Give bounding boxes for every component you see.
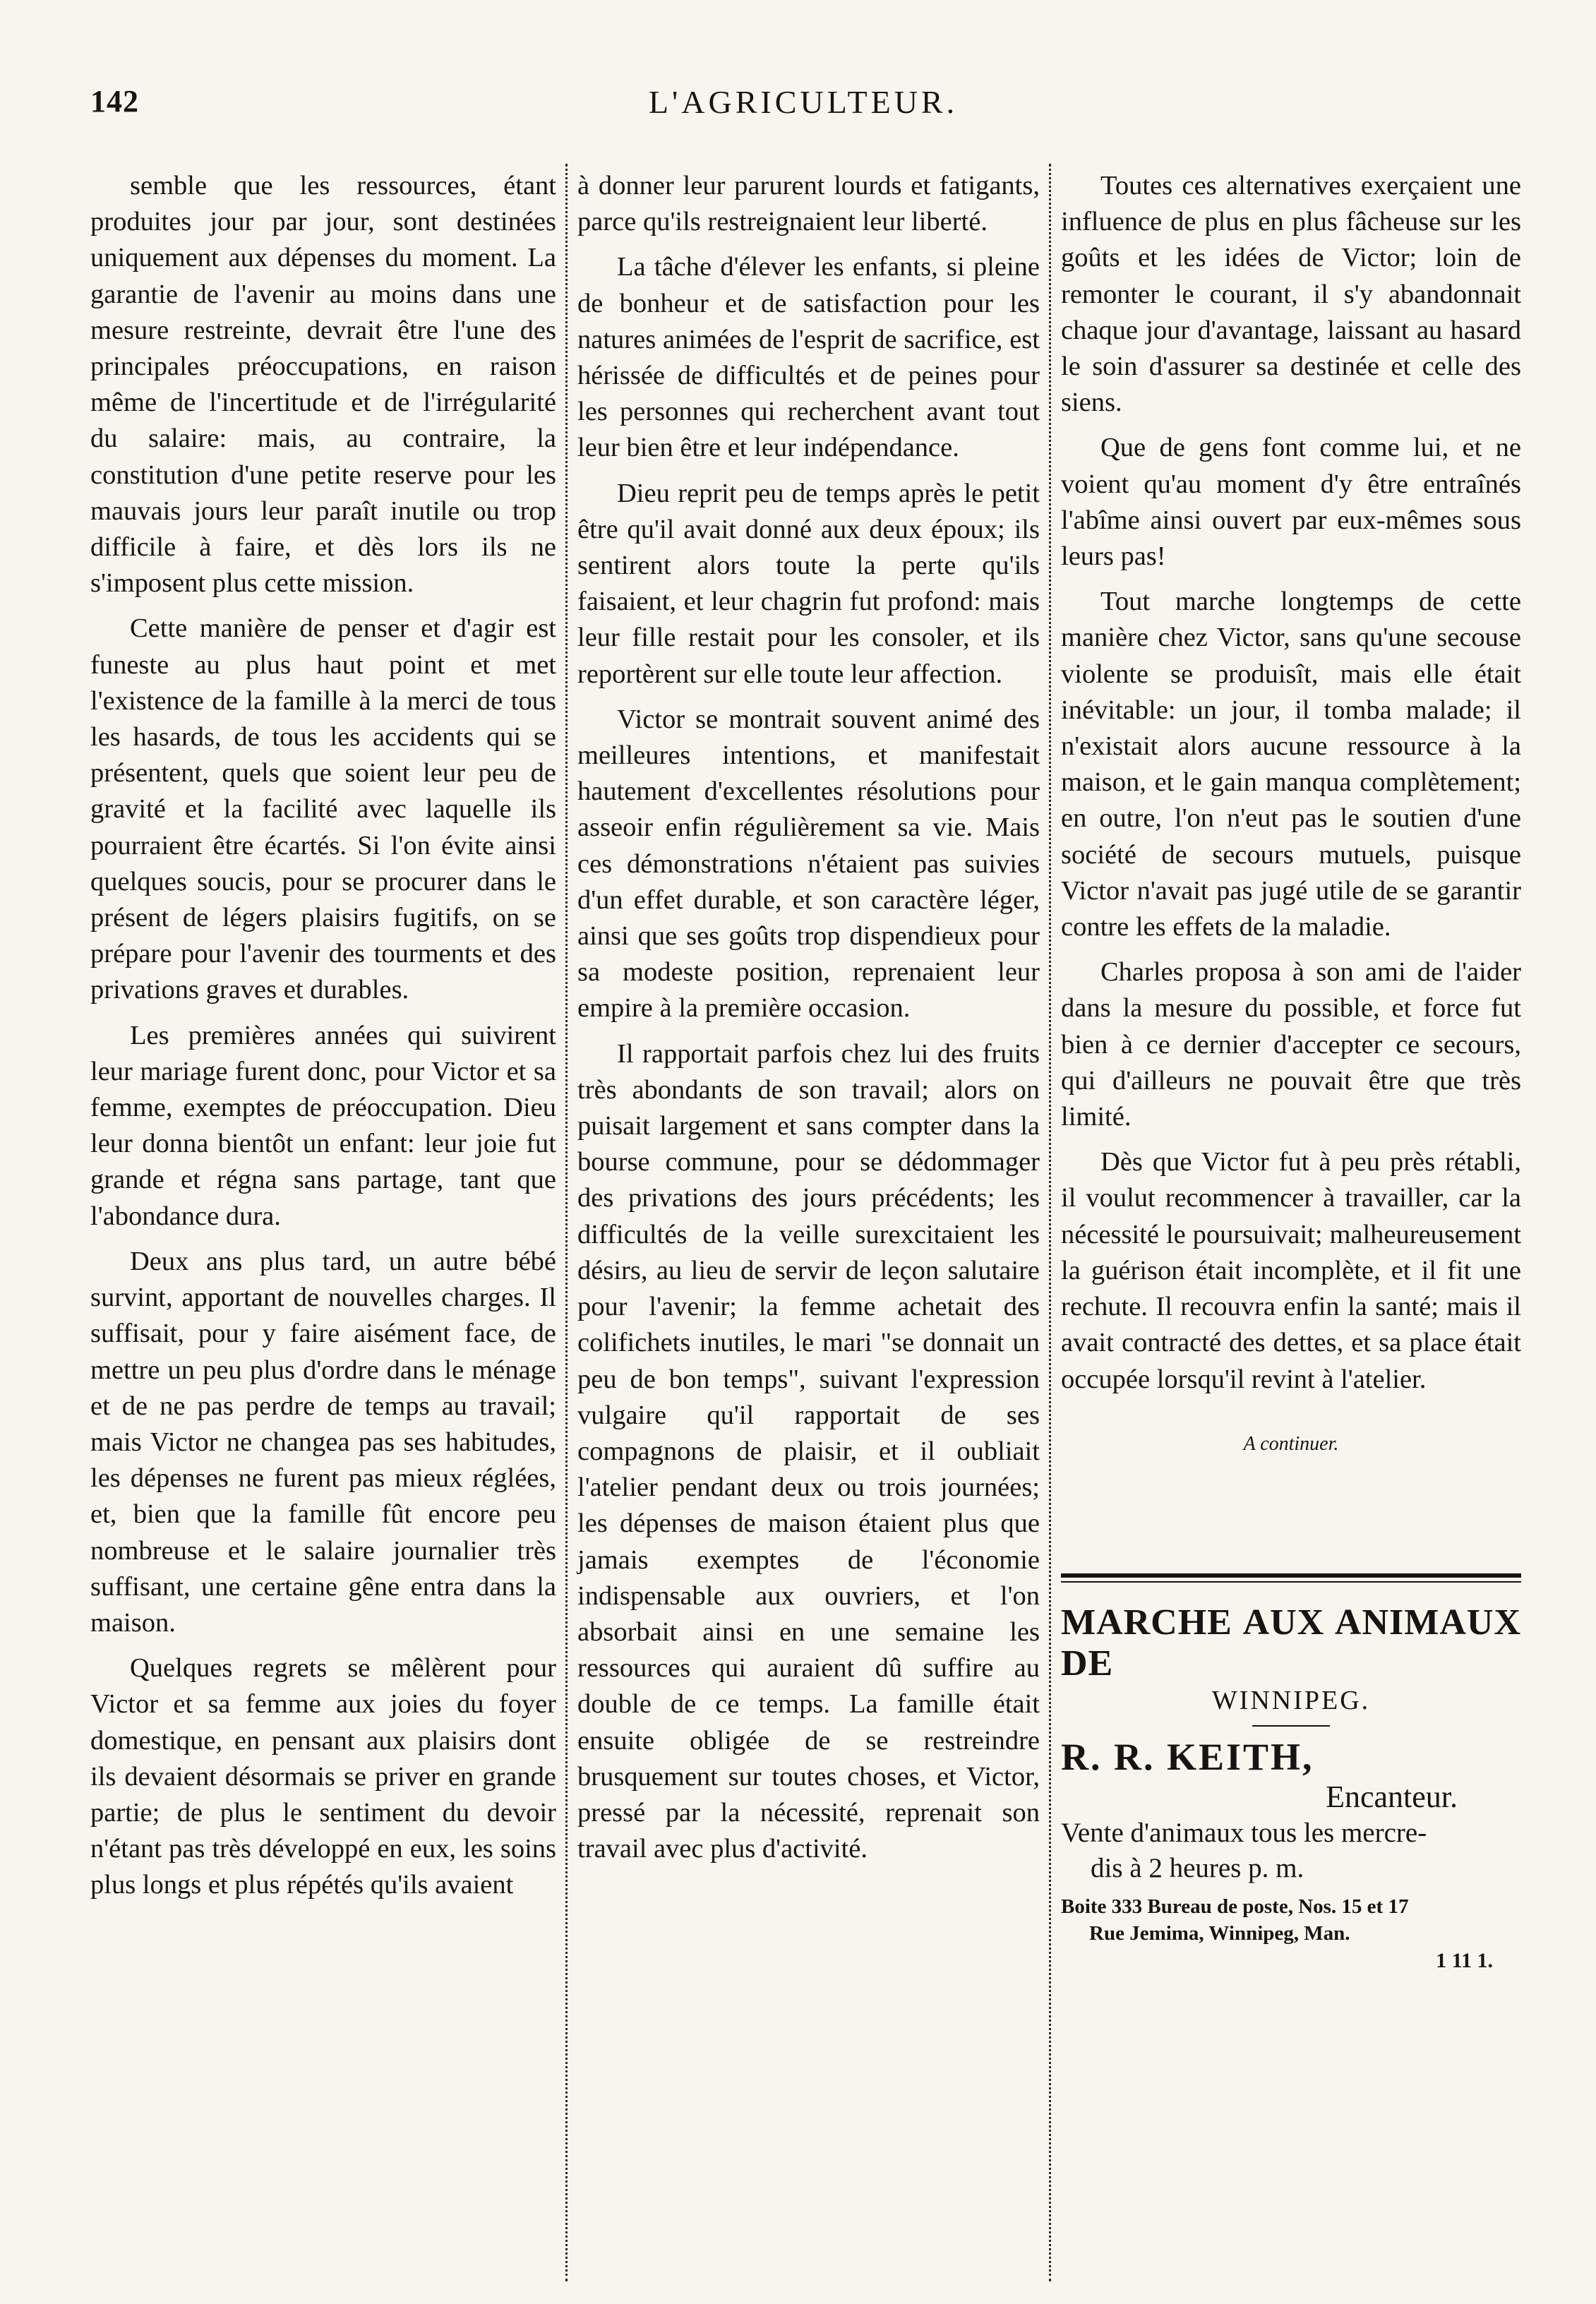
advert-address: Rue Jemima, Winnipeg, Man. [1089,1921,1350,1945]
paragraph: Victor se montrait souvent animé des meilleures intentions, et manifestait hautement d'excellentes résolutions pour asseoir enfin régulièrement sa vie. Mais ces démonstrations n'étaient pas suivies d'un effet durable, et son caractère léger, ainsi que ses goûts trop dispendieux pour sa modeste position, reprenaient leur empire à la première occasion. [577,704,1040,1024]
paragraph: à donner leur parurent lourds et fatigants, parce qu'ils restreignaient leur liberté. [577,171,1040,237]
advert-divider [1252,1725,1330,1727]
page-header [90,83,1516,133]
article-column-1 [90,168,556,1913]
continuation-note: A continuer. [1243,1432,1339,1455]
advert-rule [1061,1573,1521,1583]
column-divider [1049,164,1051,2281]
paragraph: Charles proposa à son ami de l'aider dans la mesure du possible, et force fut bien à ce dernier d'accepter ce secours, qui d'ailleurs ne pouvait être que très limité. [1061,957,1521,1132]
paragraph: Deux ans plus tard, un autre bébé survint, apportant de nouvelles charges. Il suffisait, pour y faire aisément face, de mettre un peu plus d'ordre dans le ménage et de ne pas perdre de temps au travail; mais Victor ne changea pas ses habitudes, les dépenses ne furent pas mieux réglées, et, bien que la famille fût encore peu nombreuse et le salaire journalier très suffisant, une certaine gêne entra dans la maison. [90,1246,556,1638]
advert-line: Vente d'animaux tous les mercre- [1061,1817,1427,1848]
advert-title: MARCHE AUX ANIMAUX DE [1061,1602,1521,1684]
column-divider [565,164,568,2281]
paragraph: Cette manière de penser et d'agir est funeste au plus haut point et met l'existence de la famille à la merci de tous les hasards, de tous les accidents qui se présentent, quels que soient leur peu de gravité et la facilité avec laquelle ils pourraient être écartés. Si l'on évite ainsi quelques soucis, pour se procurer dans le présent de légers plaisirs fugitifs, on se prépare pour l'avenir des tourments et des privations graves et durables. [90,613,556,1005]
paragraph: Toutes ces alternatives exerçaient une influence de plus en plus fâcheuse sur les goûts et les idées de Victor; loin de remonter le courant, il s'y abandonnait chaque jour d'avantage, laissant au hasard le soin d'assurer sa destinée et celle des siens. [1061,171,1521,418]
running-title: L'AGRICULTEUR. [648,84,959,120]
paragraph: La tâche d'élever les enfants, si pleine de bonheur et de satisfaction pour les natures animées de l'esprit de sacrifice, est hérissée de difficultés et de peines pour les personnes qui recherchent avant tout leur bien être et leur indépendance. [577,252,1040,463]
advert-code: 1 11 1. [1436,1948,1493,1972]
article-column-3 [1061,168,1521,1975]
advert-subtitle: WINNIPEG. [1211,1685,1371,1715]
paragraph: Quelques regrets se mêlèrent pour Victor et sa femme aux joies du foyer domestique, en pensant aux plaisirs dont ils devaient désormais se priver en grande partie; de plus le sentiment du devoir n'étant pas très développé en eux, les soins plus longs et plus répétés qu'ils avaient [90,1653,556,1900]
advertisement [1061,1573,1521,1975]
article-column-2 [577,168,1040,1876]
advert-line: dis à 2 heures p. m. [1091,1852,1304,1883]
advert-name: R. R. KEITH, [1061,1735,1314,1778]
advert-address: Boite 333 Bureau de poste, Nos. 15 et 17 [1061,1895,1409,1918]
page-number: 142 [90,84,139,119]
paragraph: Dès que Victor fut à peu près rétabli, il voulut recommencer à travailler, car la nécessité le poursuivait; malheureusement la guérison était incomplète, et il fit une rechute. Il recouvra enfin la santé; mais il avait contracté des dettes, et sa place était occupée lorsqu'il revint à l'atelier. [1061,1147,1521,1394]
paragraph: Dieu reprit peu de temps après le petit être qu'il avait donné aux deux époux; ils sentirent alors toute la perte qu'ils faisaient, et leur chagrin fut profond: mais leur fille restait pour les consoler, et ils reportèrent sur elle toute leur affection. [577,478,1040,689]
paragraph: Que de gens font comme lui, et ne voient qu'au moment d'y être entraînés l'abîme ainsi ouvert par eux-mêmes sous leurs pas! [1061,433,1521,572]
paragraph: Il rapportait parfois chez lui des fruits très abondants de son travail; alors on puisait largement et sans compter dans la bourse commune, pour se dédommager des privations des jours précédents; les difficultés de la veille surexcitaient les désirs, au lieu de servir de leçon salutaire pour l'avenir; la femme achetait des colifichets inutiles, le mari "se donnait un peu de bon temps", suivant l'expression vulgaire qu'il rapportait de ses compagnons de plaisir, et il oubliait l'atelier pendant deux ou trois journées; les dépenses de maison étaient plus que jamais exemptes de l'économie indispensable aux ouvriers, et l'on absorbait ainsi en une semaine les ressources qui auraient dû suffire au double de ce temps. La famille était ensuite obligée de se restreindre brusquement sur toutes choses, et Victor, pressé par la nécessité, reprenait son travail avec plus d'activité. [577,1038,1040,1864]
paragraph: Les premières années qui suivirent leur mariage furent donc, pour Victor et sa femme, exemptes de préoccupation. Dieu leur donna bientôt un enfant: leur joie fut grande et régna sans partage, tant que l'abondance dura. [90,1020,556,1231]
paragraph: Tout marche longtemps de cette manière chez Victor, sans qu'une secouse violente se produisît, mais elle était inévitable: un jour, il tomba malade; il n'existait alors aucune ressource à la maison, et le gain manqua complètement; en outre, l'on n'eut pas le soutien d'une société de secours mutuels, puisque Victor n'avait pas jugé utile de se garantir contre les effets de la maladie. [1061,587,1521,942]
advert-profession: Encanteur. [1326,1779,1458,1814]
paragraph: semble que les ressources, étant produites jour par jour, sont destinées uniquement aux dépenses du moment. La garantie de l'avenir au moins dans une mesure restreinte, devrait être l'une des principales préoccupations, en raison même de l'incertitude et de l'irrégularité du salaire: mais, au contraire, la constitution d'une petite reserve pour les mauvais jours leur paraît inutile ou trop difficile à faire, et dès lors ils ne s'imposent plus cette mission. [90,171,556,599]
